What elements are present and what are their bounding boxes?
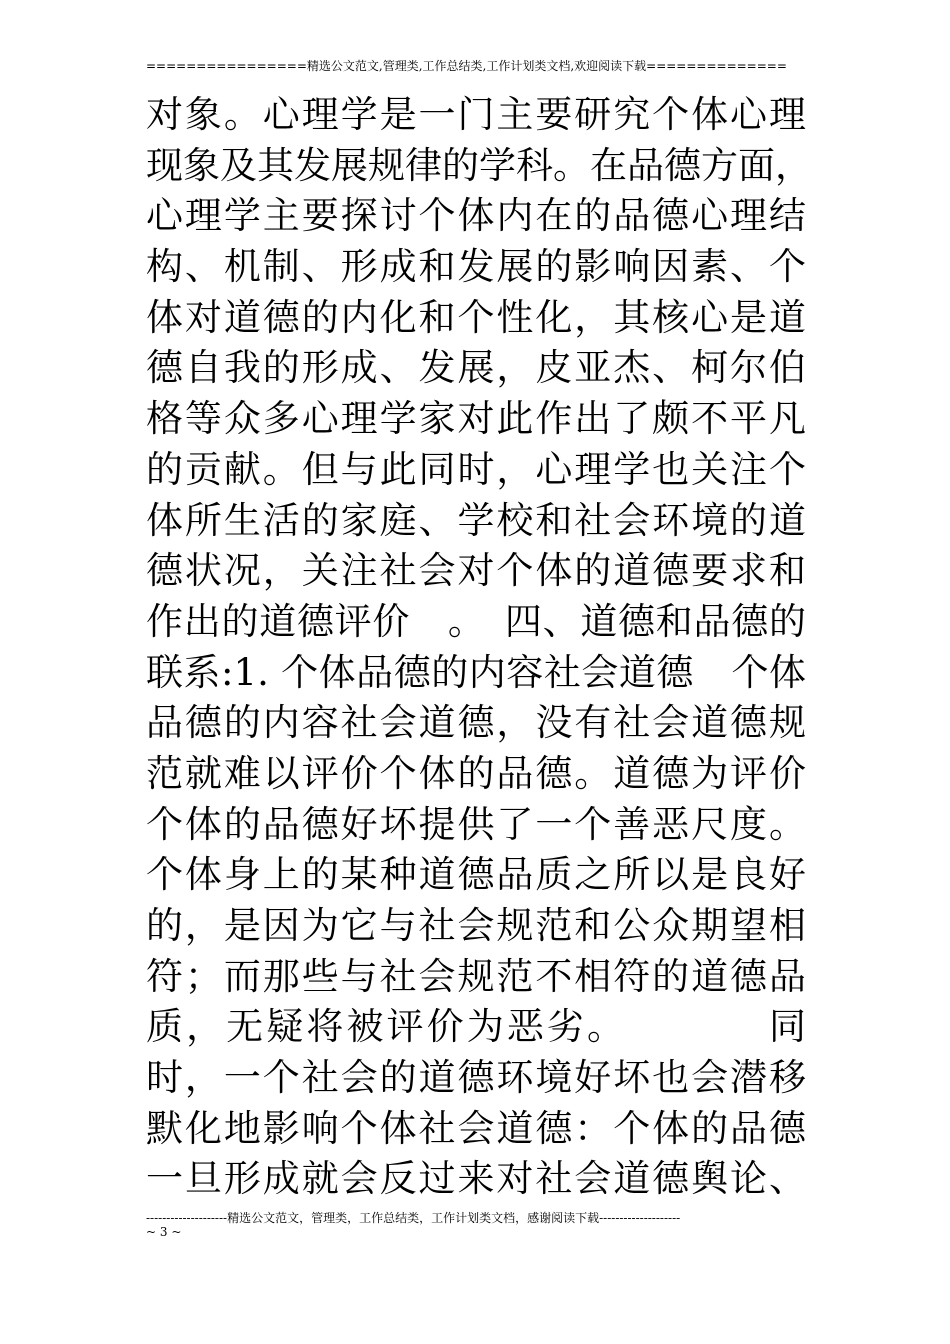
text-line: 体对道德的内化和个性化，其核心是道 xyxy=(146,295,806,339)
text-line: 质，无疑将被评价为恶劣。 同 xyxy=(146,1005,806,1049)
text-line: 一旦形成就会反过来对社会道德舆论、 xyxy=(146,1157,806,1201)
text-line: 德状况，关注社会对个体的道德要求和 xyxy=(146,549,806,593)
text-line: 联系:1. 个体品德的内容社会道德 个体 xyxy=(146,650,806,694)
text-line: 品德的内容社会道德，没有社会道德规 xyxy=(146,701,806,745)
text-line: 范就难以评价个体的品德。道德为评价 xyxy=(146,751,806,795)
page-footer: --------------------精选公文范文，管理类，工作总结类，工作计划类文档，感谢阅读下载-------------------- xyxy=(146,1211,681,1225)
text-line: 现象及其发展规律的学科。在品德方面， xyxy=(146,143,812,187)
text-line: 心理学主要探讨个体内在的品德心理结 xyxy=(146,194,806,238)
text-line: 个体的品德好坏提供了一个善恶尺度。 xyxy=(146,802,806,846)
text-line: 默化地影响个体社会道德：个体的品德 xyxy=(146,1106,806,1150)
text-line: 德自我的形成、发展，皮亚杰、柯尔伯 xyxy=(146,346,806,390)
text-line: 作出的道德评价 。 四、道德和品德的 xyxy=(146,599,806,643)
text-line: 的贡献。但与此同时，心理学也关注个 xyxy=(146,447,806,491)
text-line: 体所生活的家庭、学校和社会环境的道 xyxy=(146,498,806,542)
text-line: 构、机制、形成和发展的影响因素、个 xyxy=(146,245,806,289)
text-line: 个体身上的某种道德品质之所以是良好 xyxy=(146,853,806,897)
text-line: 时，一个社会的道德环境好坏也会潜移 xyxy=(146,1056,806,1100)
text-line: 的，是因为它与社会规范和公众期望相 xyxy=(146,904,806,947)
text-line: 格等众多心理学家对此作出了颇不平凡 xyxy=(146,397,806,441)
page-number: ~ 3 ~ xyxy=(146,1225,182,1239)
text-line: 对象。心理学是一门主要研究个体心理 xyxy=(146,93,806,136)
text-line: 符；而那些与社会规范不相符的道德品 xyxy=(146,954,806,998)
page-header: ================精选公文范文,管理类,工作总结类,工作计划类文档,欢迎阅读下载============== xyxy=(146,59,787,73)
body-text xyxy=(146,90,812,1205)
